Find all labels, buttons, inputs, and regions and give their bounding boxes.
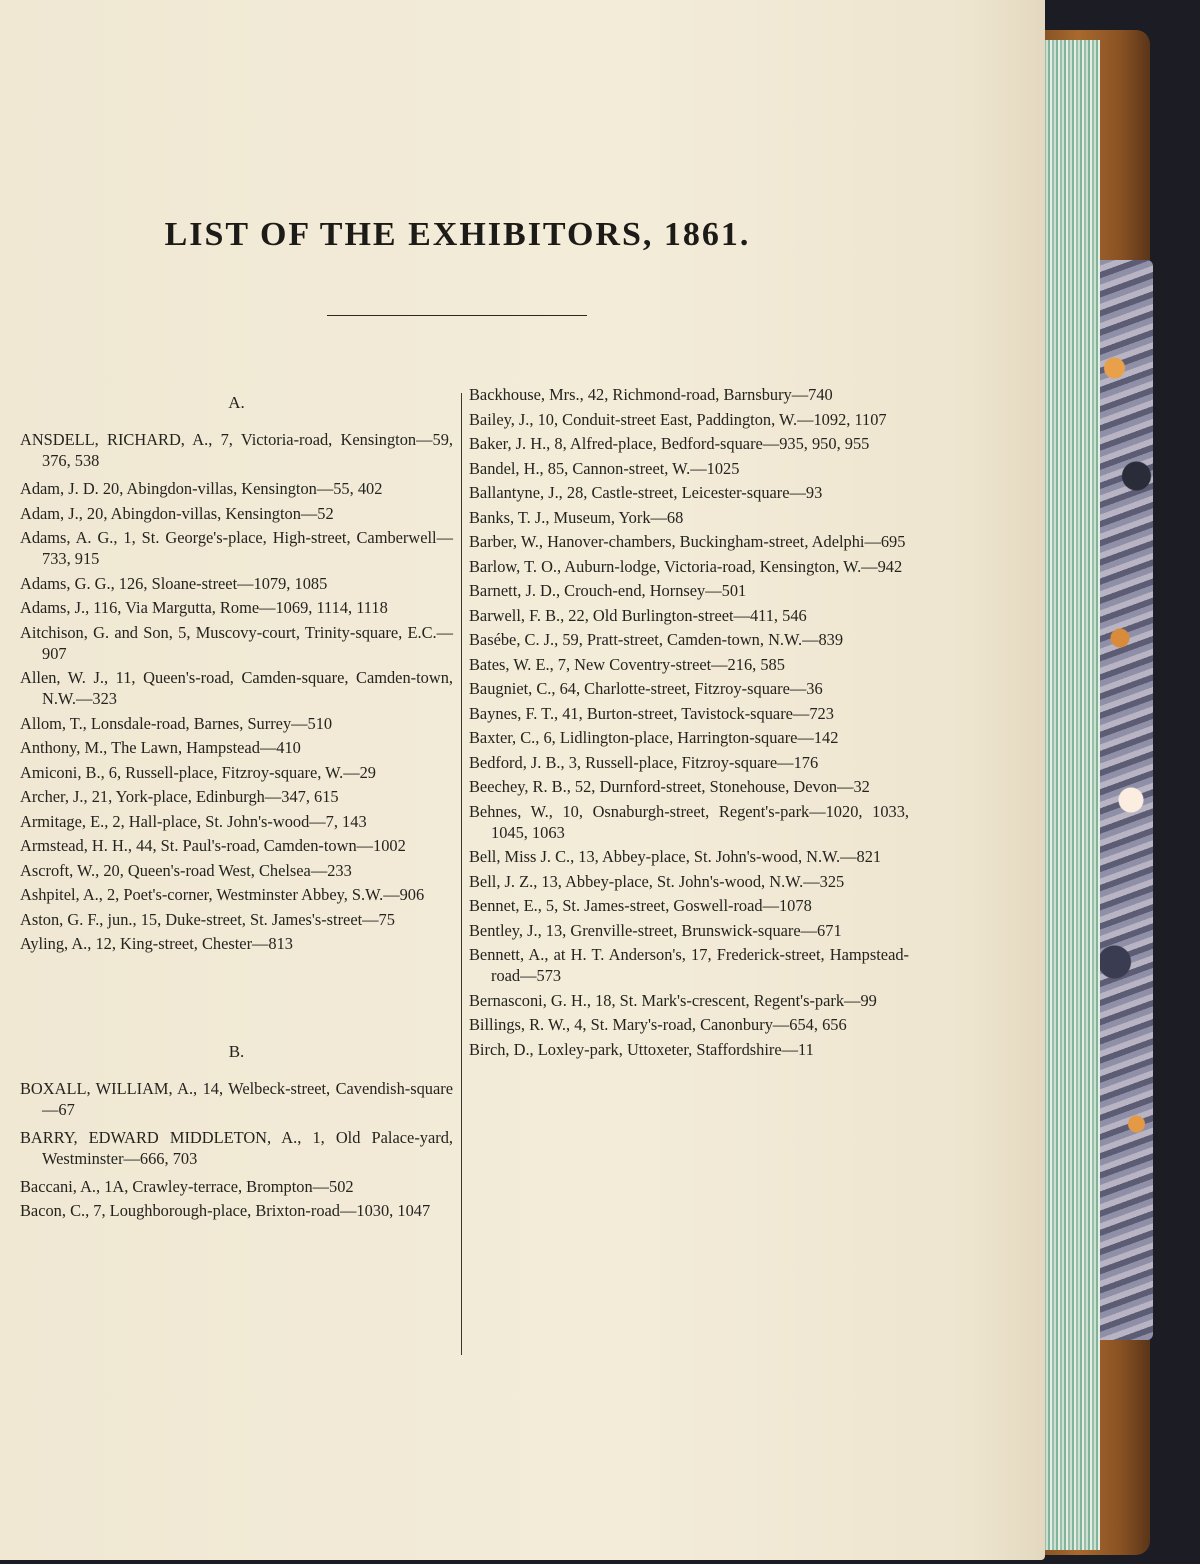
list-item: Bell, J. Z., 13, Abbey-place, St. John's-wood, N.W.—325 <box>469 871 845 891</box>
list-item: BOXALL, WILLIAM, A., 14, Welbeck-street, Cavendish-square—67 <box>20 1078 453 1119</box>
page-title: LIST OF THE EXHIBITORS, 1861. <box>164 216 751 253</box>
list-item: Ascroft, W., 20, Queen's-road West, Chelsea—233 <box>20 860 352 880</box>
list-item: Barwell, F. B., 22, Old Burlington-street—411, 546 <box>469 605 807 625</box>
list-item: Bennett, A., at H. T. Anderson's, 17, Frederick-street, Hampstead-road—573 <box>469 945 909 985</box>
list-item: Bedford, J. B., 3, Russell-place, Fitzroy-square—176 <box>469 752 819 772</box>
list-item: Amiconi, B., 6, Russell-place, Fitzroy-square, W.—29 <box>20 762 376 782</box>
list-item: Baugniet, C., 64, Charlotte-street, Fitzroy-square—36 <box>469 679 823 698</box>
list-item: Bell, Miss J. C., 13, Abbey-place, St. John's-wood, N.W.—821 <box>469 847 882 866</box>
list-item: Behnes, W., 10, Osnaburgh-street, Regent's-park—1020, 1033, 1045, 1063 <box>469 801 909 842</box>
section-spacer <box>20 958 453 1001</box>
list-item: Aston, G. F., jun., 15, Duke-street, St. James's-street—75 <box>20 909 395 929</box>
marbled-edge <box>1098 260 1153 1340</box>
list-item: Bates, W. E., 7, New Coventry-street—216, 585 <box>469 654 785 674</box>
list-item: ANSDELL, RICHARD, A., 7, Victoria-road, Kensington—59, 376, 538 <box>20 430 453 470</box>
list-item: Birch, D., Loxley-park, Uttoxeter, Staffordshire—11 <box>469 1039 814 1059</box>
list-item: Allen, W. J., 11, Queen's-road, Camden-square, Camden-town, N.W.—323 <box>20 668 453 708</box>
list-item: Barnett, J. D., Crouch-end, Hornsey—501 <box>469 581 747 600</box>
list-item: Baker, J. H., 8, Alfred-place, Bedford-square—935, 950, 955 <box>469 434 870 453</box>
right-column <box>469 384 909 1063</box>
column-divider <box>461 393 462 1355</box>
list-item: Ballantyne, J., 28, Castle-street, Leicester-square—93 <box>469 483 823 502</box>
list-item: Billings, R. W., 4, St. Mary's-road, Canonbury—654, 656 <box>469 1015 847 1034</box>
list-item: Backhouse, Mrs., 42, Richmond-road, Barnsbury—740 <box>469 385 833 404</box>
page-edges <box>1038 40 1100 1550</box>
left-column <box>20 392 453 1225</box>
list-item: Bacon, C., 7, Loughborough-place, Brixton-road—1030, 1047 <box>20 1201 431 1220</box>
list-item: Adam, J., 20, Abingdon-villas, Kensington—52 <box>20 503 334 523</box>
list-item: Bentley, J., 13, Grenville-street, Brunswick-square—671 <box>469 920 842 940</box>
list-item: Bernasconi, G. H., 18, St. Mark's-crescent, Regent's-park—99 <box>469 990 877 1010</box>
list-item: Armstead, H. H., 44, St. Paul's-road, Camden-town—1002 <box>20 836 406 855</box>
list-item: Barlow, T. O., Auburn-lodge, Victoria-road, Kensington, W.—942 <box>469 556 903 576</box>
list-item: Allom, T., Lonsdale-road, Barnes, Surrey—510 <box>20 713 333 733</box>
list-item: Ashpitel, A., 2, Poet's-corner, Westminster Abbey, S.W.—906 <box>20 885 425 904</box>
list-item: Barber, W., Hanover-chambers, Buckingham-street, Adelphi—695 <box>469 532 906 551</box>
list-item: Adam, J. D. 20, Abingdon-villas, Kensington—55, 402 <box>20 479 383 498</box>
list-item: Archer, J., 21, York-place, Edinburgh—347, 615 <box>20 787 339 806</box>
section-letter-a: A. <box>228 393 245 412</box>
list-item: Baynes, F. T., 41, Burton-street, Tavistock-square—723 <box>469 703 834 723</box>
list-item: Ayling, A., 12, King-street, Chester—813 <box>20 934 294 953</box>
list-item: Adams, G. G., 126, Sloane-street—1079, 1085 <box>20 573 328 593</box>
list-item: Banks, T. J., Museum, York—68 <box>469 507 684 527</box>
list-item: Bandel, H., 85, Cannon-street, W.—1025 <box>469 458 740 478</box>
title-rule <box>327 315 587 316</box>
list-item: Adams, J., 116, Via Margutta, Rome—1069, 1114, 1118 <box>20 598 388 617</box>
list-item: Baxter, C., 6, Lidlington-place, Harrington-square—142 <box>469 728 839 747</box>
list-item: Basébe, C. J., 59, Pratt-street, Camden-town, N.W.—839 <box>469 630 844 649</box>
list-item: Bennet, E., 5, St. James-street, Goswell-road—1078 <box>469 896 812 915</box>
section-letter-b: B. <box>228 1041 245 1061</box>
list-item: BARRY, EDWARD MIDDLETON, A., 1, Old Palace-yard, Westminster—666, 703 <box>20 1127 453 1168</box>
list-item: Bailey, J., 10, Conduit-street East, Paddington, W.—1092, 1107 <box>469 409 887 429</box>
list-item: Adams, A. G., 1, St. George's-place, High-street, Camberwell—733, 915 <box>20 528 453 568</box>
list-item: Anthony, M., The Lawn, Hampstead—410 <box>20 738 301 757</box>
list-item: Beechey, R. B., 52, Durnford-street, Stonehouse, Devon—32 <box>469 777 870 796</box>
list-item: Baccani, A., 1A, Crawley-terrace, Brompton—502 <box>20 1176 354 1196</box>
list-item: Aitchison, G. and Son, 5, Muscovy-court, Trinity-square, E.C.—907 <box>20 622 453 663</box>
list-item: Armitage, E., 2, Hall-place, St. John's-wood—7, 143 <box>20 811 367 831</box>
